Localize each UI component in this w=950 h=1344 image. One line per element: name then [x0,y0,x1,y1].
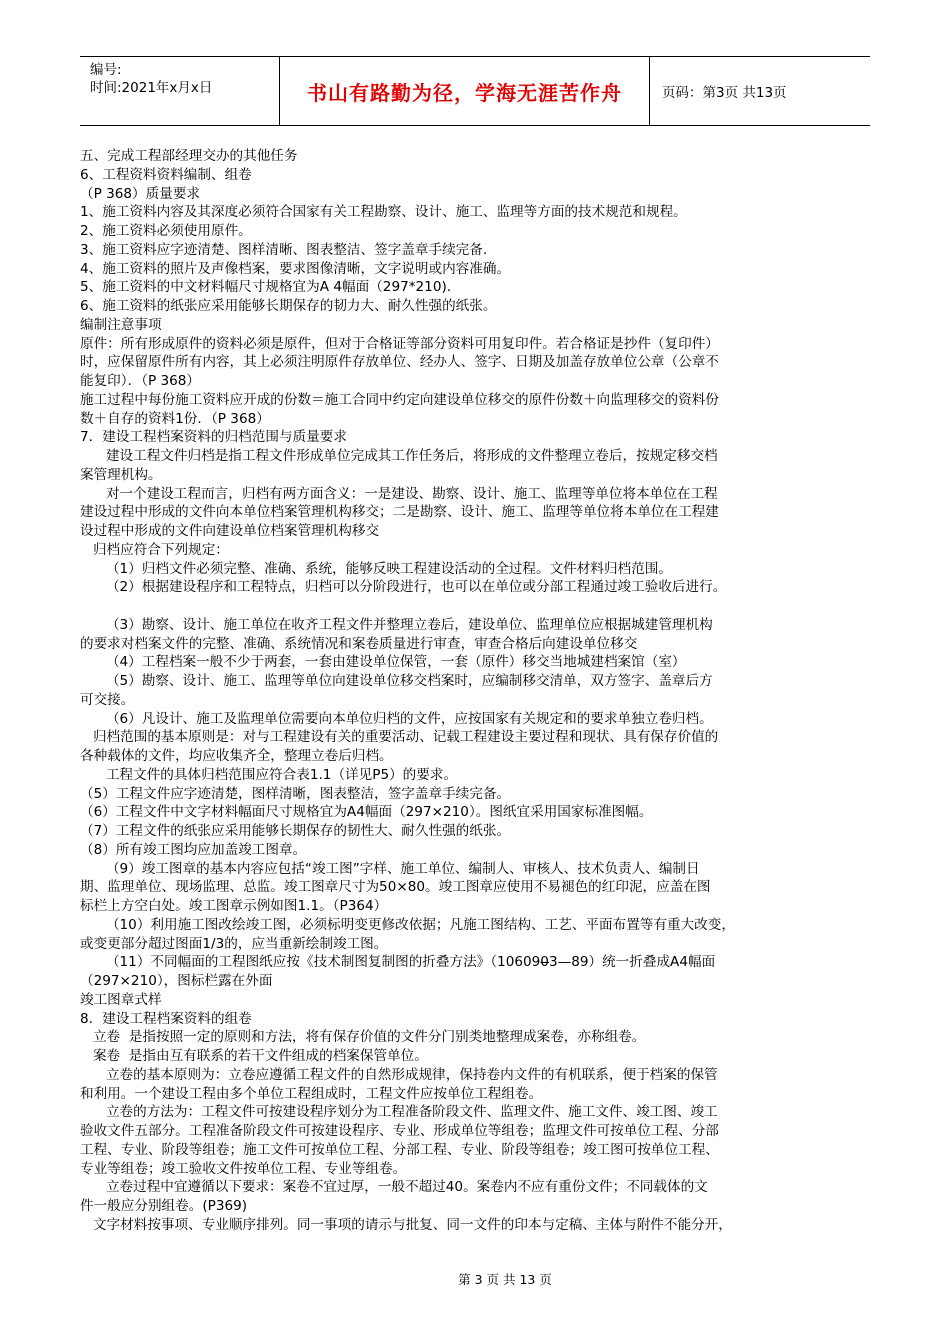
text-line: （3）勘察、设计、施工单位在收齐工程文件并整理立卷后，建设单位、监理单位应根据城建管理机构 [80,616,713,633]
text-line: 归档应符合下列规定： [80,541,229,558]
number-label: 编号: [90,62,122,78]
text-line: （10）利用施工图改绘竣工图，必须标明变更修改依据；凡施工图结构、工艺、平面布置等有重大改变， [80,916,735,933]
text-line: （11）不同幅面的工程图纸应按《技术制图复制图的折叠方法》（106090̶3—89）统一折叠成A4幅面 [80,954,716,971]
text-line: （2）根据建设程序和工程特点，归档可以分阶段进行，也可以在单位或分部工程通过竣工验收后进行。 [80,579,727,596]
text-line: （6）工程文件中文字材料幅面尺寸规格宜为A4幅面（297×210）。图纸宜采用国家标准图幅。 [80,804,653,821]
text-line: 竣工图章式样 [80,991,162,1008]
text-line: 设过程中形成的文件向建设单位档案管理机构移交 [80,523,380,539]
text-line: （5）工程文件应字迹清楚，图样清晰，图表整洁，签字盖章手续完备。 [80,785,511,802]
text-line: 期、监理单位、现场监理、总监。竣工图章尺寸为50×80。竣工图章应使用不易褪色的红印泥，应盖在图 [80,879,711,896]
text-line: 立卷的基本原则为：立卷应遵循工程文件的自然形成规律，保持卷内文件的有机联系，便于档案的保管 [80,1066,718,1083]
text-line: （5）勘察、设计、施工、监理等单位向建设单位移交档案时，应编制移交清单，双方签字、盖章后方 [80,673,713,689]
text-line: 能复印）．（P 368） [80,373,201,389]
text-line: 的要求对档案文件的完整、准确、系统情况和案卷质量进行审查，审查合格后向建设单位移交 [80,635,638,652]
text-line: 文字材料按事项、专业顺序排列。同一事项的请示与批复、同一文件的印本与定稿、主体与附件不能分开， [80,1216,732,1233]
text-line: 五、完成工程部经理交办的其他任务 [80,148,298,164]
time-label: 时间:2021年x月x日 [90,80,213,96]
text-line: 工程、专业、阶段等组卷；施工文件可按单位工程、分部工程、专业、阶段等组卷；竣工图可按单位工程、 [80,1141,719,1158]
text-line: （297×210），图标栏露在外面 [80,973,273,989]
motto: 书山有路勤为径，学海无涯苦作舟 [280,57,650,125]
text-line: （6）凡设计、施工及监理单位需要向本单位归档的文件，应按国家有关规定和的要求单独立卷归档。 [80,710,713,727]
text-line: 原件：所有形成原件的资料必须是原件，但对于合格证等部分资料可用复印件。若合格证是抄件（复印件） [80,335,719,352]
text-line: （9）竣工图章的基本内容应包括“竣工图”字样、施工单位、编制人、审核人、技术负责人、编制日 [80,860,700,877]
text-line: 专业等组卷；竣工验收文件按单位工程、专业等组卷。 [80,1160,407,1177]
text-line: 建设过程中形成的文件向本单位档案管理机构移交；二是勘察、设计、施工、监理等单位将本单位在工程建 [80,504,719,521]
text-line: 6、施工资料的纸张应采用能够长期保存的韧力大、耐久性强的纸张。 [80,298,497,314]
page-header [80,56,870,126]
text-line: 工程文件的具体归档范围应符合表1.1（详见P5）的要求。 [80,766,458,783]
text-line: 4、施工资料的照片及声像档案，要求图像清晰，文字说明或内容准确。 [80,260,511,277]
text-line: 或变更部分超过图面1/3的，应当重新绘制竣工图。 [80,935,388,952]
text-line: （1）归档文件必须完整、准确、系统，能够反映工程建设活动的全过程。文件材料归档范围。 [80,560,672,577]
text-line: 和利用。一个建设工程由多个单位工程组成时，工程文件应按单位工程组卷。 [80,1085,543,1102]
text-line: 时，应保留原件所有内容，其上必须注明原件存放单位、经办人、签字、日期及加盖存放单位公章（公章不 [80,354,719,371]
page-footer [0,1270,950,1288]
text-line: 建设工程文件归档是指工程文件形成单位完成其工作任务后，将形成的文件整理立卷后，按规定移交档 [80,448,718,464]
footer-page-number: 第 3 页 共 13 页 [458,1272,552,1287]
text-line: 对一个建设工程而言，归档有两方面含义：一是建设、勘察、设计、施工、监理等单位将本单位在工程 [80,485,718,502]
text-line: 案卷 是指由互有联系的若干文件组成的档案保管单位。 [80,1048,428,1064]
text-line: 各种载体的文件，均应收集齐全，整理立卷后归档。 [80,748,393,764]
text-line: 编制注意事项 [80,316,162,333]
text-line: 8．建设工程档案资料的组卷 [80,1010,252,1027]
text-line: 立卷 是指按照一定的原则和方法，将有保存价值的文件分门别类地整理成案卷，亦称组卷。 [80,1029,646,1046]
text-line: （P 368）质量要求 [80,185,201,202]
text-line: 归档范围的基本原则是：对与工程建设有关的重要活动、记载工程建设主要过程和现状、具有保存价值的 [80,729,719,746]
text-line: （7）工程文件的纸张应采用能够长期保存的韧性大、耐久性强的纸张。 [80,823,511,839]
text-line: 3、施工资料应字迹清楚、图样清晰、图表整洁、签字盖章手续完备. [80,241,488,258]
text-line: （8）所有竣工图均应加盖竣工图章。 [80,841,307,858]
text-line: 立卷的方法为：工程文件可按建设程序划分为工程准备阶段文件、监理文件、施工文件、竣工图、竣工 [80,1104,718,1121]
text-line: 可交接。 [80,691,135,708]
text-line: 件一般应分别组卷。(P369) [80,1198,248,1214]
text-line: 5、施工资料的中文材料幅尺寸规格宜为A 4幅面（297*210). [80,279,452,296]
page-info: 页码：第3页 共13页 [662,85,787,101]
text-line: 标栏上方空白处。竣工图章示例如图1.1。（P364） [80,898,388,914]
document-body [80,147,880,1235]
text-line: 6、工程资料资料编制、组卷 [80,166,252,183]
text-line: 7．建设工程档案资料的归档范围与质量要求 [80,429,347,446]
text-line: （4）工程档案一般不少于两套，一套由建设单位保管，一套（原件）移交当地城建档案馆（室） [80,654,686,671]
text-line: 数＋自存的资料1份．（P 368） [80,410,270,427]
text-line: 2、施工资料必须使用原件。 [80,223,252,239]
text-line: 施工过程中每份施工资料应开成的份数＝施工合同中约定向建设单位移交的原件份数＋向监理移交的资料份 [80,391,719,408]
header-left-cell [80,57,280,125]
text-line: 案管理机构。 [80,466,162,483]
text-line [80,597,880,616]
text-line: 验收文件五部分。工程准备阶段文件可按建设程序、专业、形成单位等组卷；监理文件可按单位工程、分部 [80,1123,719,1139]
text-line: 1、施工资料内容及其深度必须符合国家有关工程勘察、设计、施工、监理等方面的技术规范和规程。 [80,204,687,221]
text-line: 立卷过程中宜遵循以下要求：案卷不宜过厚，一般不超过40。案卷内不应有重份文件；不同载体的文 [80,1179,708,1196]
